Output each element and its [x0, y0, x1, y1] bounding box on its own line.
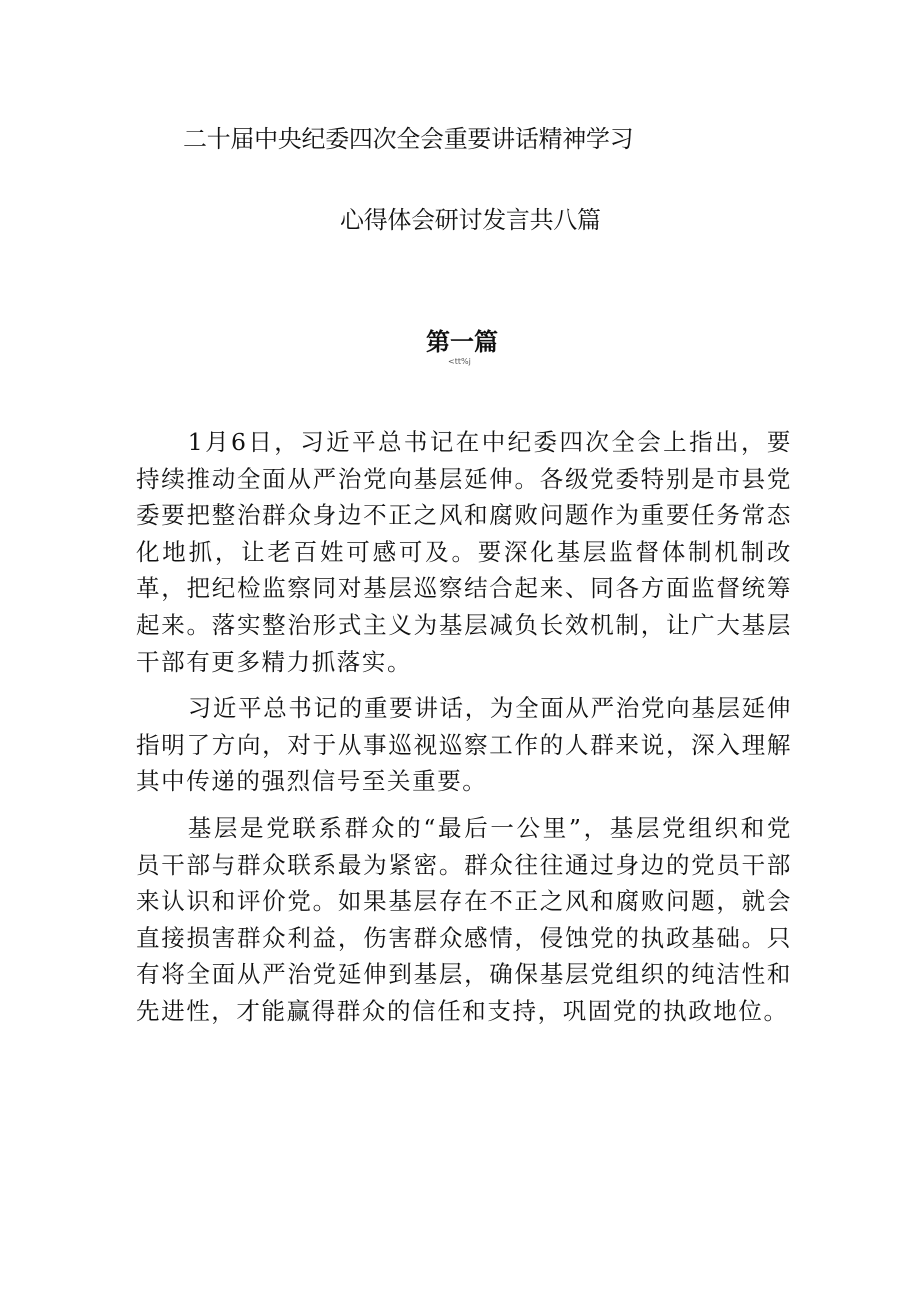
document-title-line-1: 二十届中央纪委四次全会重要讲话精神学习 [183, 125, 634, 153]
section-heading: 第一篇 [426, 328, 498, 356]
section-mark: <tt%j [448, 357, 471, 366]
paragraph-2: 习近平总书记的重要讲话，为全面从严治党向基层延伸指明了方向，对于从事巡视巡察工作的人群来说，深入理解其中传递的强烈信号至关重要。 [136, 694, 792, 796]
body-text [136, 424, 792, 1040]
paragraph-3: 基层是党联系群众的“最后一公里”，基层党组织和党员干部与群众联系最为紧密。群众往往通过身边的党员干部来认识和评价党。如果基层存在不正之风和腐败问题，就会直接损害群众利益，伤害群众感情，侵蚀党的执政基础。只有将全面从严治党延伸到基层，确保基层党组织的纯洁性和先进性，才能赢得群众的信任和支持，巩固党的执政地位。 [136, 813, 792, 1025]
document-title-line-2: 心得体会研讨发言共八篇 [340, 206, 601, 234]
paragraph-1: 1月6日，习近平总书记在中纪委四次全会上指出，要持续推动全面从严治党向基层延伸。各级党委特别是市县党委要把整治群众身边不正之风和腐败问题作为重要任务常态化地抓，让老百姓可感可及。要深化基层监督体制机制改革，把纪检监察同对基层巡察结合起来、同各方面监督统筹起来。落实整治形式主义为基层减负长效机制，让广大基层干部有更多精力抓落实。 [136, 428, 792, 676]
